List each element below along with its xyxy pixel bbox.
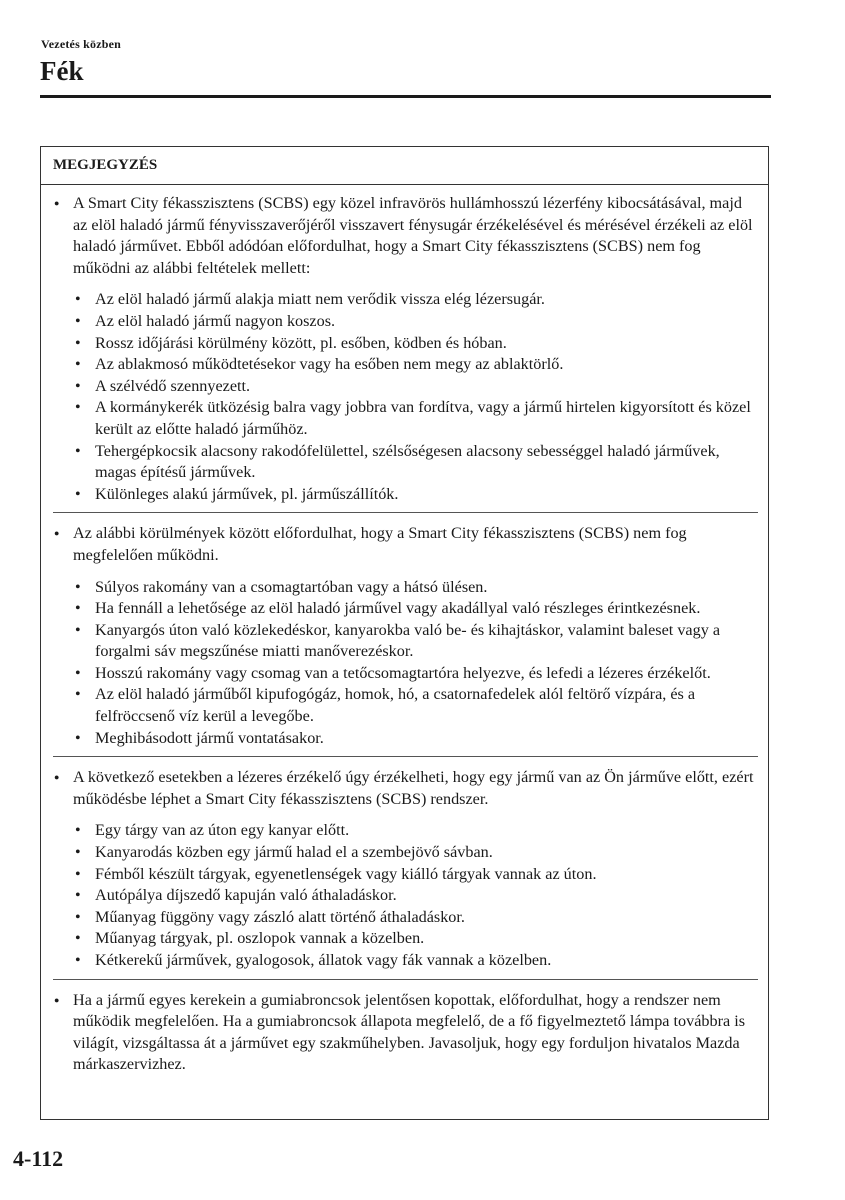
note-item xyxy=(53,979,758,1076)
note-heading: MEGJEGYZÉS xyxy=(41,147,768,185)
sub-item: • Kanyarodás közben egy jármű halad el a szembejövő sávban. xyxy=(73,842,758,864)
sub-list xyxy=(73,289,758,505)
sub-list xyxy=(73,577,758,750)
page-title: Fék xyxy=(40,56,84,86)
sub-item: • Súlyos rakomány van a csomagtartóban vagy a hátsó ülésen. xyxy=(73,577,758,599)
sub-item: • Tehergépkocsik alacsony rakodófelülettel, szélsőségesen alacsony sebességgel haladó járművek, magas építésű járművek. xyxy=(73,441,758,484)
sub-item: • Fémből készült tárgyak, egyenetlenségek vagy kiálló tárgyak vannak az úton. xyxy=(73,864,758,886)
sub-item: • Rossz időjárási körülmény között, pl. esőben, ködben és hóban. xyxy=(73,333,758,355)
note-item-text: ● Az alábbi körülmények között előfordulhat, hogy a Smart City fékasszisztens (SCBS) nem fog megfelelően működni. xyxy=(73,524,687,564)
note-item-text: ● A következő esetekben a lézeres érzékelő úgy érzékelheti, hogy egy jármű van az Ön járműve előtt, ezért működésbe léphet a Smart City fékasszisztens (SCBS) rendszer. xyxy=(73,768,754,808)
sub-item: • Az elöl haladó jármű nagyon koszos. xyxy=(73,311,758,333)
note-box xyxy=(40,146,769,1120)
note-item-text: ● Ha a jármű egyes kerekein a gumiabroncsok jelentősen kopottak, előfordulhat, hogy a rendszer nem működik megfelelően. Ha a gumiabroncsok állapota megfelelő, de a fő figyelmeztető lámpa továbbra is világít, vizsgáltassa át a járművet egy szakműhelyben. Javasoljuk, hogy egy forduljon hivatalos Mazda márkaszervizhez. xyxy=(73,990,745,1074)
note-item xyxy=(53,193,758,505)
sub-item: • Az ablakmosó működtetésekor vagy ha esőben nem megy az ablaktörlő. xyxy=(73,354,758,376)
note-body xyxy=(41,185,768,1076)
sub-item: • Ha fennáll a lehetősége az elöl haladó járművel vagy akadállyal való részleges érintkezésnek. xyxy=(73,598,758,620)
sub-item: • Különleges alakú járművek, pl. járműszállítók. xyxy=(73,484,758,506)
sub-item: • Műanyag tárgyak, pl. oszlopok vannak a közelben. xyxy=(73,928,758,950)
section-label: Vezetés közben xyxy=(41,37,122,51)
note-item-text: ● A Smart City fékasszisztens (SCBS) egy közel infravörös hullámhosszú lézerfény kibocsátásával, majd az elöl haladó jármű fényvisszaverőjéről visszavert fénysugár érzékelésével és mérésével érzékeli az elöl haladó járművet. Ebből adódóan előfordulhat, hogy a Smart City fékasszisztens (SCBS) nem fog működni az alábbi feltételek mellett: xyxy=(73,194,753,277)
sub-item: • Kétkerekű járművek, gyalogosok, állatok vagy fák vannak a közelben. xyxy=(73,950,758,972)
page-number: 4-112 xyxy=(13,1146,64,1171)
sub-item: • A szélvédő szennyezett. xyxy=(73,376,758,398)
note-item xyxy=(53,756,758,971)
sub-item: • Autópálya díjszedő kapuján való áthaladáskor. xyxy=(73,885,758,907)
sub-item: • Egy tárgy van az úton egy kanyar előtt. xyxy=(73,820,758,842)
sub-list xyxy=(73,820,758,971)
title-rule xyxy=(40,95,771,98)
sub-item: • Az elöl haladó járműből kipufogógáz, homok, hó, a csatornafedelek alól feltörő vízpára, és a felfröccsenő víz kerül a levegőbe. xyxy=(73,684,758,727)
sub-item: • A kormánykerék ütközésig balra vagy jobbra van fordítva, vagy a jármű hirtelen kigyorsított és közel került az előtte haladó járműhöz. xyxy=(73,397,758,440)
sub-item: • Meghibásodott jármű vontatásakor. xyxy=(73,728,758,750)
note-list xyxy=(53,193,758,1076)
sub-item: • Kanyargós úton való közlekedéskor, kanyarokba való be- és kihajtáskor, valamint baleset vagy a forgalmi sáv megszűnése miatti manőverezéskor. xyxy=(73,620,758,663)
note-item xyxy=(53,512,758,749)
sub-item: • Az elöl haladó jármű alakja miatt nem verődik vissza elég lézersugár. xyxy=(73,289,758,311)
sub-item: • Műanyag függöny vagy zászló alatt történő áthaladáskor. xyxy=(73,907,758,929)
sub-item: • Hosszú rakomány vagy csomag van a tetőcsomagtartóra helyezve, és lefedi a lézeres érzékelőt. xyxy=(73,663,758,685)
